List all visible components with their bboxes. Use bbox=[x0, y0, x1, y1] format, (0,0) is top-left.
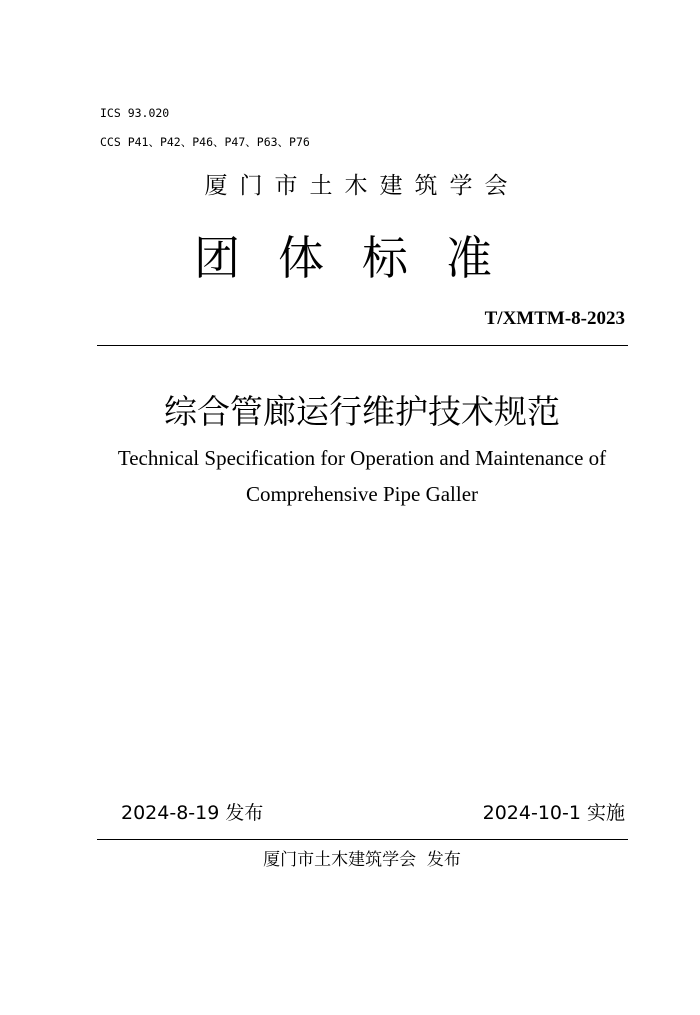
title-english-line-1: Technical Specification for Operation and Maintenance of bbox=[117, 446, 607, 470]
organization-name: 厦门市土木建筑学会 bbox=[204, 173, 520, 199]
title-chinese: 综合管廊运行维护技术规范 bbox=[164, 392, 560, 431]
title-english-line-2: Comprehensive Pipe Galler bbox=[245, 482, 479, 506]
implementation-date: 2024-10-1 实施 bbox=[482, 802, 625, 824]
ics-code: ICS 93.020 bbox=[100, 106, 170, 120]
document-type-heading: 团体标准 bbox=[194, 231, 530, 285]
standard-number: T/XMTM-8-2023 bbox=[484, 308, 625, 329]
publisher-line: 厦门市土木建筑学会 发布 bbox=[263, 850, 461, 870]
top-divider bbox=[97, 345, 628, 346]
ccs-code: CCS P41、P42、P46、P47、P63、P76 bbox=[100, 135, 310, 149]
issue-date: 2024-8-19 发布 bbox=[121, 802, 264, 824]
bottom-divider bbox=[97, 839, 628, 840]
